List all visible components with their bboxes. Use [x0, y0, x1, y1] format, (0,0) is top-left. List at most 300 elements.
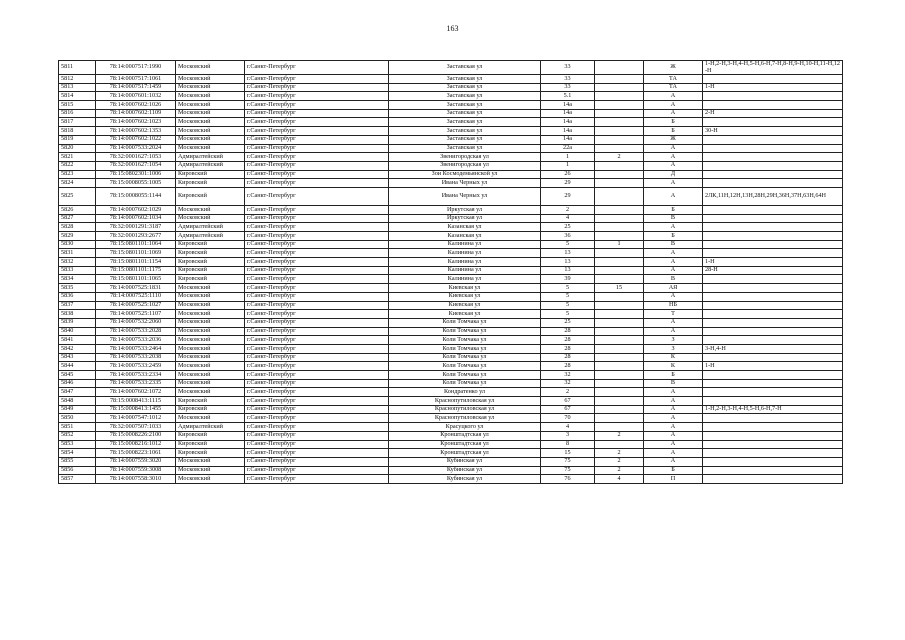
district-cell: Кировский [176, 187, 245, 205]
cadastral-number-cell: 78:15:0008413:1455 [96, 405, 176, 414]
row-number-cell: 5832 [59, 258, 96, 267]
cadastral-number-cell: 78:15:0802301:1006 [96, 170, 176, 179]
district-cell: Кировский [176, 397, 245, 406]
street-cell: Киевская ул [389, 310, 541, 319]
house-number-cell: 25 [541, 223, 595, 232]
building-cell [595, 301, 644, 310]
building-cell [595, 405, 644, 414]
street-cell: Коли Томчака ул [389, 353, 541, 362]
page-number: 163 [446, 24, 459, 33]
letter-cell: А [644, 161, 703, 170]
premises-cell: 1-Н,2-Н,3-Н,4-Н,5-Н,6-Н,7-Н [703, 405, 843, 414]
letter-cell: А [644, 223, 703, 232]
district-cell: Московский [176, 371, 245, 380]
district-cell: Московский [176, 362, 245, 371]
city-cell: г.Санкт-Петербург [245, 344, 389, 353]
building-cell [595, 205, 644, 214]
cadastral-number-cell: 78:14:0007602:1023 [96, 118, 176, 127]
house-number-cell: 5 [541, 310, 595, 319]
building-cell [595, 144, 644, 153]
row-number-cell: 5833 [59, 266, 96, 275]
letter-cell: А [644, 92, 703, 101]
city-cell: г.Санкт-Петербург [245, 187, 389, 205]
house-number-cell: 70 [541, 414, 595, 423]
row-number-cell: 5823 [59, 170, 96, 179]
street-cell: Звенигородская ул [389, 161, 541, 170]
table-row [59, 457, 843, 466]
house-number-cell: 5 [541, 240, 595, 249]
table-row [59, 232, 843, 241]
premises-cell [703, 318, 843, 327]
table-row [59, 223, 843, 232]
house-number-cell: 67 [541, 397, 595, 406]
row-number-cell: 5822 [59, 161, 96, 170]
building-cell [595, 92, 644, 101]
building-cell: 2 [595, 449, 644, 458]
table-row [59, 153, 843, 162]
letter-cell: А [644, 187, 703, 205]
row-number-cell: 5851 [59, 423, 96, 432]
cadastral-number-cell: 78:14:0007525:1027 [96, 301, 176, 310]
city-cell: г.Санкт-Петербург [245, 301, 389, 310]
building-cell [595, 223, 644, 232]
building-cell [595, 187, 644, 205]
district-cell: Московский [176, 310, 245, 319]
letter-cell: А [644, 388, 703, 397]
building-cell [595, 362, 644, 371]
house-number-cell: 3 [541, 431, 595, 440]
building-cell [595, 423, 644, 432]
row-number-cell: 5824 [59, 179, 96, 188]
city-cell: г.Санкт-Петербург [245, 101, 389, 110]
house-number-cell: 13 [541, 249, 595, 258]
table-row [59, 318, 843, 327]
district-cell: Московский [176, 61, 245, 75]
district-cell: Московский [176, 101, 245, 110]
cadastral-number-cell: 78:14:0007525:1831 [96, 284, 176, 293]
building-cell [595, 101, 644, 110]
table-row [59, 127, 843, 136]
table-row [59, 353, 843, 362]
district-cell: Московский [176, 205, 245, 214]
row-number-cell: 5818 [59, 127, 96, 136]
city-cell: г.Санкт-Петербург [245, 310, 389, 319]
table-row [59, 405, 843, 414]
street-cell: Иркутская ул [389, 214, 541, 223]
premises-cell [703, 284, 843, 293]
table-row [59, 414, 843, 423]
table-row [59, 275, 843, 284]
row-number-cell: 5845 [59, 371, 96, 380]
row-number-cell: 5816 [59, 109, 96, 118]
row-number-cell: 5811 [59, 61, 96, 75]
letter-cell: ТА [644, 83, 703, 92]
letter-cell: Ж [644, 61, 703, 75]
city-cell: г.Санкт-Петербург [245, 214, 389, 223]
district-cell: Кировский [176, 449, 245, 458]
premises-cell [703, 449, 843, 458]
building-cell [595, 275, 644, 284]
row-number-cell: 5820 [59, 144, 96, 153]
letter-cell: АЯ [644, 284, 703, 293]
house-number-cell: 14а [541, 109, 595, 118]
district-cell: Адмиралтейский [176, 153, 245, 162]
street-cell: Коли Томчака ул [389, 327, 541, 336]
house-number-cell: 75 [541, 457, 595, 466]
premises-cell [703, 232, 843, 241]
row-number-cell: 5817 [59, 118, 96, 127]
street-cell: Киевская ул [389, 301, 541, 310]
district-cell: Московский [176, 75, 245, 84]
premises-cell [703, 223, 843, 232]
table-row [59, 258, 843, 267]
district-cell: Московский [176, 284, 245, 293]
cadastral-number-cell: 78:15:0008226:2100 [96, 431, 176, 440]
house-number-cell: 33 [541, 61, 595, 75]
letter-cell: А [644, 318, 703, 327]
cadastral-number-cell: 78:32:0001293:2677 [96, 232, 176, 241]
cadastral-number-cell: 78:14:0007525:1107 [96, 310, 176, 319]
row-number-cell: 5840 [59, 327, 96, 336]
row-number-cell: 5814 [59, 92, 96, 101]
cadastral-number-cell: 78:14:0007559:3008 [96, 466, 176, 475]
house-number-cell: 28 [541, 353, 595, 362]
table-row [59, 440, 843, 449]
table-row [59, 118, 843, 127]
city-cell: г.Санкт-Петербург [245, 170, 389, 179]
cadastral-number-cell: 78:15:0801101:1069 [96, 249, 176, 258]
district-cell: Московский [176, 109, 245, 118]
row-number-cell: 5828 [59, 223, 96, 232]
building-cell: 2 [595, 457, 644, 466]
letter-cell: В [644, 379, 703, 388]
city-cell: г.Санкт-Петербург [245, 397, 389, 406]
table-row [59, 336, 843, 345]
cadastral-number-cell: 78:14:0007602:1022 [96, 135, 176, 144]
street-cell: Звенигородская ул [389, 153, 541, 162]
district-cell: Московский [176, 353, 245, 362]
building-cell [595, 344, 644, 353]
table-row [59, 101, 843, 110]
row-number-cell: 5839 [59, 318, 96, 327]
city-cell: г.Санкт-Петербург [245, 109, 389, 118]
letter-cell: А [644, 153, 703, 162]
cadastral-number-cell: 78:32:0001291:3187 [96, 223, 176, 232]
premises-cell [703, 310, 843, 319]
table-row [59, 249, 843, 258]
premises-cell: 1-Н [703, 362, 843, 371]
row-number-cell: 5855 [59, 457, 96, 466]
table-row [59, 284, 843, 293]
premises-cell: 1-Н [703, 258, 843, 267]
row-number-cell: 5815 [59, 101, 96, 110]
premises-cell [703, 414, 843, 423]
letter-cell: А [644, 440, 703, 449]
premises-cell [703, 153, 843, 162]
premises-cell [703, 388, 843, 397]
premises-cell [703, 371, 843, 380]
row-number-cell: 5856 [59, 466, 96, 475]
district-cell: Московский [176, 135, 245, 144]
building-cell: 15 [595, 284, 644, 293]
table-row [59, 449, 843, 458]
premises-cell: 1-Н,2-Н,3-Н,4-Н,5-Н,6-Н,7-Н,8-Н,9-Н,10-Н,11-Н,12-Н [703, 61, 843, 75]
house-number-cell: 28 [541, 344, 595, 353]
letter-cell: К [644, 362, 703, 371]
house-number-cell: 32 [541, 371, 595, 380]
street-cell: Заставская ул [389, 135, 541, 144]
cadastral-number-cell: 78:14:0007602:1072 [96, 388, 176, 397]
city-cell: г.Санкт-Петербург [245, 83, 389, 92]
row-number-cell: 5844 [59, 362, 96, 371]
city-cell: г.Санкт-Петербург [245, 466, 389, 475]
street-cell: Кондратенко ул [389, 388, 541, 397]
house-number-cell: 25 [541, 318, 595, 327]
city-cell: г.Санкт-Петербург [245, 475, 389, 484]
house-number-cell: 5 [541, 301, 595, 310]
table-row [59, 205, 843, 214]
street-cell: Заставская ул [389, 83, 541, 92]
city-cell: г.Санкт-Петербург [245, 379, 389, 388]
building-cell: 4 [595, 475, 644, 484]
district-cell: Московский [176, 336, 245, 345]
city-cell: г.Санкт-Петербург [245, 449, 389, 458]
letter-cell: НБ [644, 301, 703, 310]
building-cell [595, 161, 644, 170]
city-cell: г.Санкт-Петербург [245, 153, 389, 162]
house-number-cell: 5 [541, 284, 595, 293]
premises-cell: 2ЛК,11Н,12Н,13Н,28Н,29Н,36Н,37Н,63Н,64Н [703, 187, 843, 205]
cadastral-number-cell: 78:14:0007533:2464 [96, 344, 176, 353]
building-cell [595, 170, 644, 179]
letter-cell: Б [644, 232, 703, 241]
table-row [59, 388, 843, 397]
city-cell: г.Санкт-Петербург [245, 249, 389, 258]
row-number-cell: 5850 [59, 414, 96, 423]
premises-cell [703, 397, 843, 406]
street-cell: Киевская ул [389, 284, 541, 293]
district-cell: Московский [176, 388, 245, 397]
street-cell: Кубинская ул [389, 475, 541, 484]
house-number-cell: 29 [541, 179, 595, 188]
row-number-cell: 5838 [59, 310, 96, 319]
district-cell: Московский [176, 379, 245, 388]
street-cell: Заставская ул [389, 61, 541, 75]
city-cell: г.Санкт-Петербург [245, 232, 389, 241]
street-cell: Коли Томчака ул [389, 336, 541, 345]
cadastral-number-cell: 78:32:0001627:1054 [96, 161, 176, 170]
table-row [59, 466, 843, 475]
district-cell: Кировский [176, 249, 245, 258]
row-number-cell: 5836 [59, 292, 96, 301]
cadastral-number-cell: 78:14:0007533:2459 [96, 362, 176, 371]
cadastral-number-cell: 78:15:0008223:1061 [96, 449, 176, 458]
building-cell [595, 83, 644, 92]
table-row [59, 301, 843, 310]
city-cell: г.Санкт-Петербург [245, 92, 389, 101]
row-number-cell: 5812 [59, 75, 96, 84]
cadastral-number-cell: 78:15:0008413:1115 [96, 397, 176, 406]
district-cell: Московский [176, 327, 245, 336]
row-number-cell: 5827 [59, 214, 96, 223]
letter-cell: Б [644, 466, 703, 475]
district-cell: Кировский [176, 240, 245, 249]
row-number-cell: 5819 [59, 135, 96, 144]
letter-cell: Д [644, 170, 703, 179]
district-cell: Кировский [176, 431, 245, 440]
table-row [59, 214, 843, 223]
house-number-cell: 14а [541, 118, 595, 127]
row-number-cell: 5843 [59, 353, 96, 362]
district-cell: Московский [176, 414, 245, 423]
row-number-cell: 5835 [59, 284, 96, 293]
street-cell: Калинина ул [389, 266, 541, 275]
premises-cell: 30-Н [703, 127, 843, 136]
letter-cell: А [644, 431, 703, 440]
house-number-cell: 15 [541, 449, 595, 458]
city-cell: г.Санкт-Петербург [245, 327, 389, 336]
district-cell: Московский [176, 214, 245, 223]
street-cell: Ивана Черных ул [389, 187, 541, 205]
premises-cell [703, 214, 843, 223]
premises-cell: 2-Н [703, 109, 843, 118]
cadastral-number-cell: 78:14:0007602:1034 [96, 214, 176, 223]
street-cell: Зои Космодемьянской ул [389, 170, 541, 179]
table-row [59, 61, 843, 75]
cadastral-number-cell: 78:15:0801101:1064 [96, 240, 176, 249]
street-cell: Кронштадтская ул [389, 449, 541, 458]
house-number-cell: 28 [541, 362, 595, 371]
premises-cell [703, 301, 843, 310]
house-number-cell: 2 [541, 205, 595, 214]
letter-cell: А [644, 144, 703, 153]
street-cell: Калинина ул [389, 249, 541, 258]
letter-cell: А [644, 423, 703, 432]
premises-cell [703, 275, 843, 284]
city-cell: г.Санкт-Петербург [245, 144, 389, 153]
district-cell: Московский [176, 466, 245, 475]
building-cell: 2 [595, 153, 644, 162]
city-cell: г.Санкт-Петербург [245, 431, 389, 440]
city-cell: г.Санкт-Петербург [245, 205, 389, 214]
district-cell: Московский [176, 457, 245, 466]
row-number-cell: 5853 [59, 440, 96, 449]
city-cell: г.Санкт-Петербург [245, 258, 389, 267]
house-number-cell: 8 [541, 440, 595, 449]
building-cell [595, 336, 644, 345]
letter-cell: А [644, 179, 703, 188]
city-cell: г.Санкт-Петербург [245, 414, 389, 423]
city-cell: г.Санкт-Петербург [245, 223, 389, 232]
district-cell: Московский [176, 292, 245, 301]
cadastral-number-cell: 78:14:0007559:3020 [96, 457, 176, 466]
premises-cell [703, 101, 843, 110]
letter-cell: А [644, 266, 703, 275]
row-number-cell: 5813 [59, 83, 96, 92]
district-cell: Кировский [176, 275, 245, 284]
table-row [59, 397, 843, 406]
table-row [59, 310, 843, 319]
row-number-cell: 5831 [59, 249, 96, 258]
building-cell: 1 [595, 240, 644, 249]
district-cell: Кировский [176, 405, 245, 414]
cadastral-number-cell: 78:15:0008216:1012 [96, 440, 176, 449]
cadastral-number-cell: 78:15:0801101:1065 [96, 275, 176, 284]
letter-cell: Б [644, 371, 703, 380]
building-cell [595, 440, 644, 449]
district-cell: Кировский [176, 440, 245, 449]
table-row [59, 327, 843, 336]
district-cell: Московский [176, 301, 245, 310]
premises-cell [703, 457, 843, 466]
letter-cell: В [644, 275, 703, 284]
row-number-cell: 5854 [59, 449, 96, 458]
district-cell: Московский [176, 344, 245, 353]
letter-cell: А [644, 457, 703, 466]
house-number-cell: 5.1 [541, 92, 595, 101]
premises-cell [703, 249, 843, 258]
house-number-cell: 67 [541, 405, 595, 414]
house-number-cell: 32 [541, 379, 595, 388]
street-cell: Краснопутиловская ул [389, 397, 541, 406]
premises-cell: 28-Н [703, 266, 843, 275]
house-number-cell: 1 [541, 161, 595, 170]
building-cell [595, 179, 644, 188]
house-number-cell: 13 [541, 266, 595, 275]
cadastral-number-cell: 78:14:0007533:2335 [96, 379, 176, 388]
table-row [59, 423, 843, 432]
building-cell [595, 388, 644, 397]
house-number-cell: 1 [541, 153, 595, 162]
street-cell: Коли Томчака ул [389, 344, 541, 353]
cadastral-number-cell: 78:14:0007547:1012 [96, 414, 176, 423]
city-cell: г.Санкт-Петербург [245, 266, 389, 275]
row-number-cell: 5849 [59, 405, 96, 414]
district-cell: Московский [176, 83, 245, 92]
city-cell: г.Санкт-Петербург [245, 423, 389, 432]
building-cell: 2 [595, 466, 644, 475]
table-row [59, 475, 843, 484]
building-cell: 2 [595, 431, 644, 440]
house-number-cell: 36 [541, 232, 595, 241]
table-row [59, 431, 843, 440]
premises-cell [703, 379, 843, 388]
letter-cell: А [644, 109, 703, 118]
street-cell: Коли Томчака ул [389, 362, 541, 371]
city-cell: г.Санкт-Петербург [245, 118, 389, 127]
premises-cell: 3-Н,4-Н [703, 344, 843, 353]
letter-cell: А [644, 449, 703, 458]
district-cell: Адмиралтейский [176, 232, 245, 241]
premises-cell [703, 440, 843, 449]
house-number-cell: 33 [541, 75, 595, 84]
cadastral-number-cell: 78:14:0007533:2024 [96, 144, 176, 153]
street-cell: Казанская ул [389, 223, 541, 232]
street-cell: Кронштадтская ул [389, 431, 541, 440]
premises-cell [703, 205, 843, 214]
district-cell: Московский [176, 127, 245, 136]
premises-cell [703, 423, 843, 432]
premises-cell [703, 431, 843, 440]
building-cell [595, 249, 644, 258]
cadastral-number-cell: 78:14:0007602:1109 [96, 109, 176, 118]
table-row [59, 161, 843, 170]
house-number-cell: 4 [541, 214, 595, 223]
table-row [59, 83, 843, 92]
letter-cell: П [644, 475, 703, 484]
house-number-cell: 14а [541, 127, 595, 136]
building-cell [595, 118, 644, 127]
